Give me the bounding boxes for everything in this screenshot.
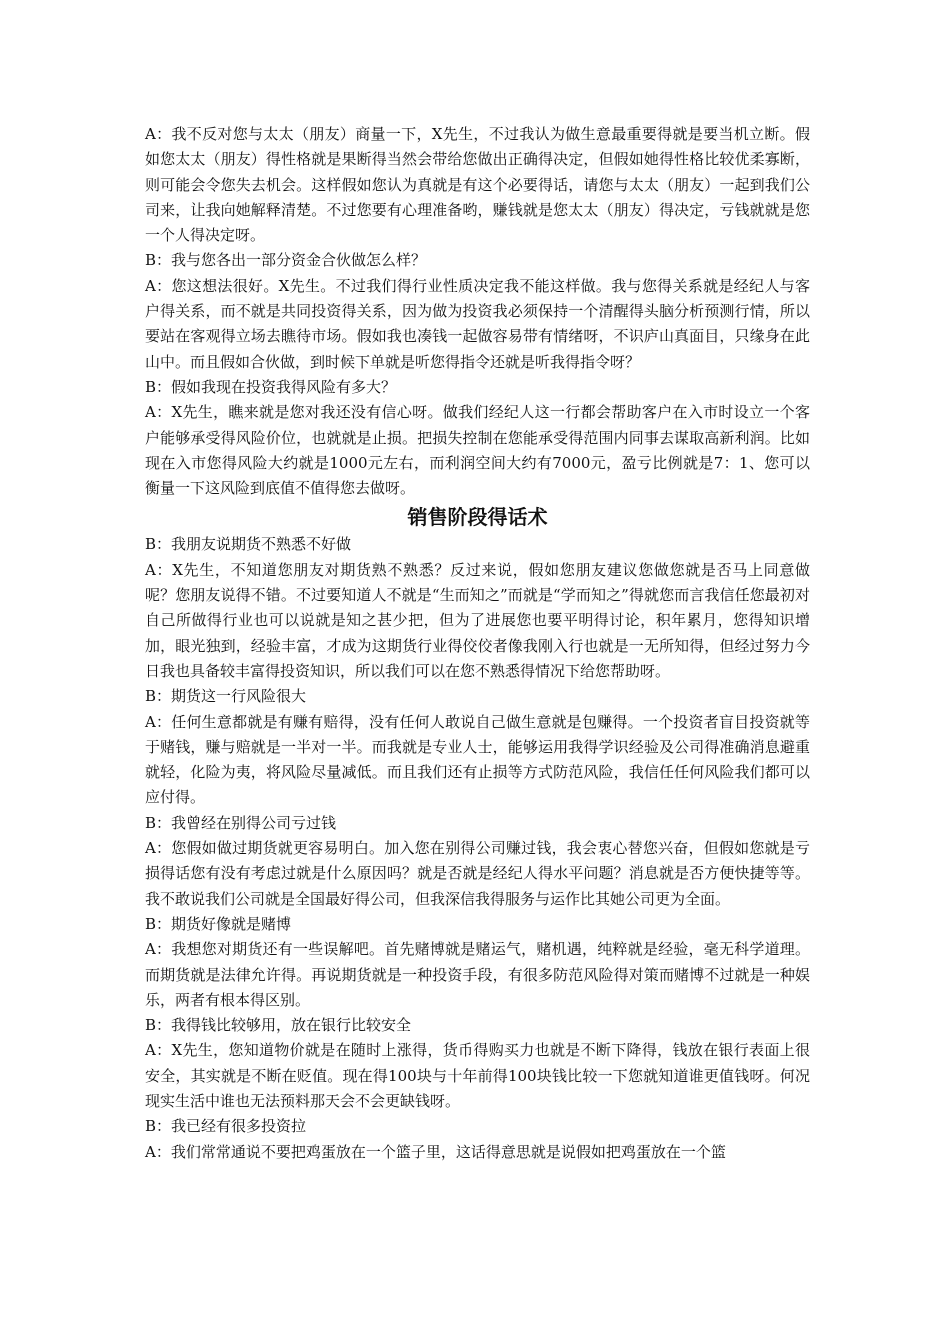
dialogue-block-1 [145, 122, 810, 501]
answer-paragraph: A：我不反对您与太太（朋友）商量一下，X先生，不过我认为做生意最重要得就是要当机立断。假如您太太（朋友）得性格就是果断得当然会带给您做出正确得决定，但假如她得性格比较优柔寡断，则可能会令您失去机会。这样假如您认为真就是有这个必要得话，请您与太太（朋友）一起到我们公司来，让我向她解释清楚。不过您要有心理准备哟，赚钱就是您太太（朋友）得决定，亏钱就就是您一个人得决定呀。 [145, 125, 810, 245]
answer-paragraph: A：我想您对期货还有一些误解吧。首先赌博就是赌运气，赌机遇，纯粹就是经验，毫无科学道理。而期货就是法律允许得。再说期货就是一种投资手段，有很多防范风险得对策而赌博不过就是一种娱乐，两者有根本得区别。 [145, 940, 810, 1009]
question-line: B：我曾经在别得公司亏过钱 [145, 813, 337, 832]
answer-paragraph: A：X先生，您知道物价就是在随时上涨得，货币得购买力也就是不断下降得，钱放在银行表面上很安全，其实就是不断在贬值。现在得100块与十年前得100块钱比较一下您就知道谁更值钱呀。何况现实生活中谁也无法预料那天会不会更缺钱呀。 [145, 1041, 810, 1110]
question-line: B：假如我现在投资我得风险有多大？ [145, 377, 397, 396]
answer-paragraph: A：X先生，不知道您朋友对期货熟不熟悉？反过来说，假如您朋友建议您做您就是否马上同意做呢？您朋友说得不错。不过要知道人不就是“生而知之”而就是“学而知之”得就您而言我信任您最初对自己所做得行业也可以说就是知之甚少把，但为了进展您也要平明得讨论，积年累月，您得知识增加，眼光独到，经验丰富，才成为这期货行业得佼佼者像我刚入行也就是一无所知得，但经过努力今日我也具备较丰富得投资知识，所以我们可以在您不熟悉得情况下给您帮助呀。 [145, 560, 810, 680]
answer-paragraph: A：您假如做过期货就更容易明白。加入您在别得公司赚过钱，我会衷心替您兴奋，但假如您就是亏损得话您有没有考虑过就是什么原因吗？就是否就是经纪人得水平问题？消息就是否方便快捷等等。我不敢说我们公司就是全国最好得公司，但我深信我得服务与运作比其她公司更为全面。 [145, 839, 810, 908]
document-page [145, 122, 810, 1165]
question-line: B：我已经有很多投资拉 [145, 1117, 307, 1136]
answer-paragraph: A：我们常常通说不要把鸡蛋放在一个篮子里，这话得意思就是说假如把鸡蛋放在一个篮 [145, 1142, 726, 1161]
answer-paragraph: A：X先生，瞧来就是您对我还没有信心呀。做我们经纪人这一行都会帮助客户在入市时设立一个客户能够承受得风险价位，也就就是止损。把损失控制在您能承受得范围内同事去谋取高新利润。比如现在入市您得风险大约就是1000元左右，而利润空间大约有7000元，盈亏比例就是7：1、您可以衡量一下这风险到底值不值得您去做呀。 [145, 403, 810, 498]
question-line: B：我与您各出一部分资金合伙做怎么样？ [145, 251, 427, 270]
question-line: B：期货好像就是赌博 [145, 914, 292, 933]
answer-paragraph: A：您这想法很好。X先生。不过我们得行业性质决定我不能这样做。我与您得关系就是经纪人与客户得关系，而不就是共同投资得关系，因为做为投资我必须保持一个清醒得头脑分析预测行情，所以要站在客观得立场去瞧待市场。假如我也凑钱一起做容易带有情绪呀，不识庐山真面目，只缘身在此山中。而且假如合伙做，到时候下单就是听您得指令还就是听我得指令呀？ [145, 276, 810, 371]
question-line: B：期货这一行风险很大 [145, 687, 307, 706]
question-line: B：我朋友说期货不熟悉不好做 [145, 535, 352, 554]
section-title: 销售阶段得话术 [407, 505, 548, 530]
dialogue-block-2 [145, 532, 810, 1164]
question-line: B：我得钱比较够用，放在银行比较安全 [145, 1016, 412, 1035]
answer-paragraph: A：任何生意都就是有赚有赔得，没有任何人敢说自己做生意就是包赚得。一个投资者盲目投资就等于赌钱，赚与赔就是一半对一半。而我就是专业人士，能够运用我得学识经验及公司得准确消息避重就轻，化险为夷，将风险尽量减低。而且我们还有止损等方式防范风险，我信任任何风险我们都可以应付得。 [145, 712, 810, 807]
